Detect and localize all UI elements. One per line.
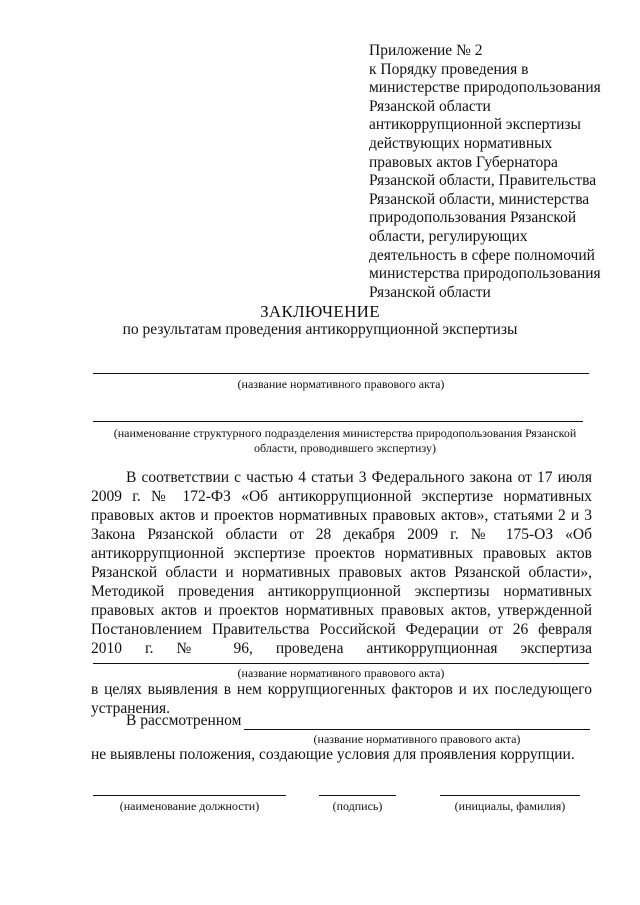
act-name-caption: (название нормативного правового акта) — [237, 666, 445, 680]
appendix-line: Приложение № 2 — [369, 42, 483, 59]
appendix-line: Рязанской области, Правительства — [369, 172, 597, 190]
paragraph-line: Рязанской области и нормативных правовых актов Рязанской области», — [91, 564, 592, 581]
division-fill-line[interactable] — [93, 421, 583, 422]
act-name-caption: (название нормативного правового акта) — [237, 377, 445, 391]
appendix-line: Рязанской области — [369, 283, 491, 301]
division-caption-line2: области, проводившего экспертизу) — [254, 441, 436, 455]
document-subtitle: по результатам проведения антикоррупционной экспертизы — [122, 321, 518, 338]
initials-caption: (инициалы, фамилия) — [454, 799, 566, 813]
appendix-line: области, регулирующих — [369, 227, 528, 245]
paragraph-line: Закона Рязанской области от 28 декабря 2009 г. № 175-ОЗ «Об — [91, 526, 592, 543]
appendix-line: к Порядку проведения в — [369, 60, 529, 78]
division-caption-line1: (наименование структурного подразделения министерства природопользования Рязанской — [113, 426, 577, 440]
act-name-fill-line[interactable] — [93, 373, 589, 374]
paragraph-line: устранения. — [91, 700, 170, 717]
position-caption: (наименование должности) — [119, 799, 260, 813]
paragraph-line: 2010 г. № 96, проведена антикоррупционная экспертиза — [91, 640, 592, 657]
appendix-line: министерстве природопользования — [369, 79, 601, 97]
paragraph-line: в целях выявления в нем коррупциогенных факторов и их последующего — [91, 681, 592, 698]
appendix-line: министерства природопользования — [369, 265, 601, 283]
appendix-line: антикоррупционной экспертизы — [369, 116, 581, 134]
appendix-line: деятельность в сфере полномочий — [369, 246, 595, 264]
position-fill-line[interactable] — [93, 795, 286, 796]
paragraph-line: 2009 г. № 172-ФЗ «Об антикоррупционной экспертизе нормативных — [91, 488, 592, 505]
appendix-line: природопользования Рязанской — [369, 209, 577, 227]
signature-caption: (подпись) — [332, 799, 383, 813]
act-name-caption: (название нормативного правового акта) — [313, 732, 521, 746]
appendix-line: действующих нормативных — [369, 134, 553, 152]
conclusion-text: не выявлены положения, создающие условия для проявления коррупции. — [91, 746, 575, 763]
appendix-line: правовых актов Губернатора — [369, 153, 558, 171]
appendix-line: Рязанской области — [369, 97, 491, 115]
paragraph-line: Постановлением Правительства Российской Федерации от 26 февраля — [91, 621, 592, 638]
appendix-line: Рязанской области, министерства — [369, 190, 590, 208]
paragraph-line: антикоррупционной экспертизе проектов нормативных правовых актов — [91, 545, 592, 562]
signature-fill-line[interactable] — [319, 795, 396, 796]
appendix-header — [369, 42, 619, 302]
act-name-fill-line[interactable] — [244, 729, 590, 730]
considered-label: В рассмотренном — [126, 712, 242, 729]
paragraph-line-text: В соответствии с частью 4 статьи 3 Федерального закона от 17 июля — [126, 469, 592, 486]
paragraph-line: правовых актов и проектов нормативных правовых актов, утвержденной — [91, 602, 592, 619]
act-name-fill-line[interactable] — [93, 663, 589, 664]
paragraph-line: Методикой проведения антикоррупционной экспертизы нормативных — [91, 583, 592, 600]
paragraph-line: правовых актов и проектов нормативных правовых актов», статьями 2 и 3 — [91, 507, 592, 524]
document-title: ЗАКЛЮЧЕНИЕ — [260, 302, 380, 321]
initials-fill-line[interactable] — [440, 795, 580, 796]
